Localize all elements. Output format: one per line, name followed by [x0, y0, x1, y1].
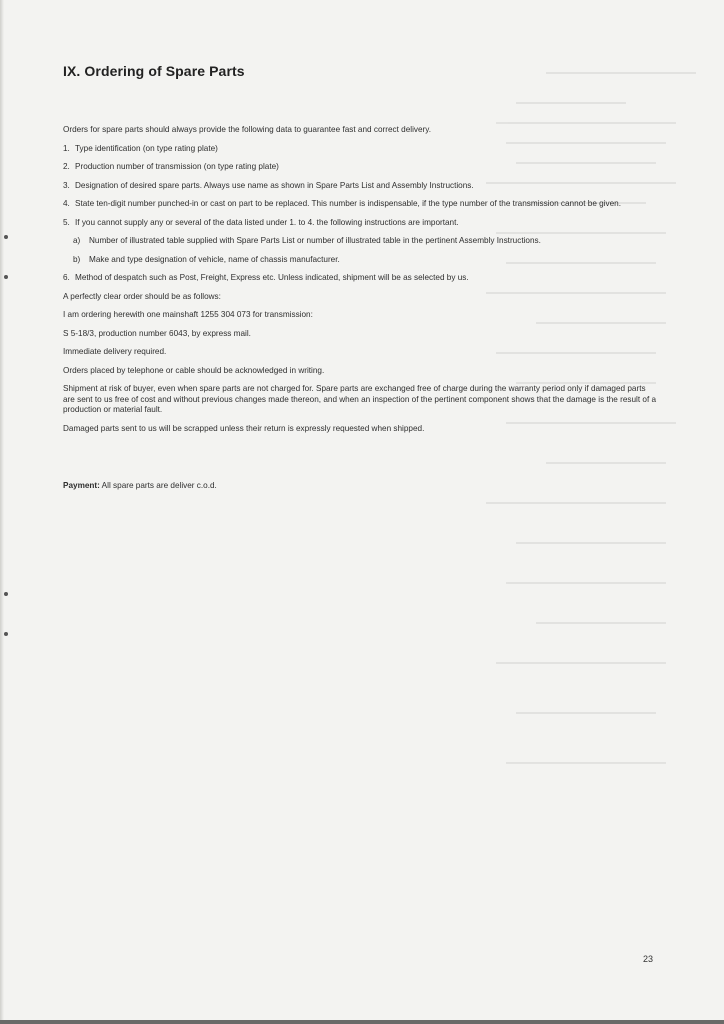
list-item-number: 6.: [63, 273, 70, 282]
list-item: [63, 218, 658, 229]
list-item-text: Method of despatch such as Post, Freight, Express etc. Unless indicated, shipment will be as selected by us.: [75, 273, 469, 282]
sub-list-item-letter: a): [73, 236, 81, 245]
sub-list-item-text: Make and type designation of vehicle, name of chassis manufacturer.: [89, 254, 340, 264]
page-number: 23: [643, 954, 654, 964]
sub-list-item-text: Number of illustrated table supplied with Spare Parts List or number of illustrated table in the pertinent Assembly Instructions.: [89, 236, 541, 245]
list-item-number: 3.: [63, 180, 70, 190]
example-line: I am ordering herewith one mainshaft 1255 304 073 for transmission:: [63, 310, 313, 319]
example-line: Immediate delivery required.: [63, 347, 167, 356]
damaged-parts-note: Damaged parts sent to us will be scrapped unless their return is expressly requested when shipped.: [63, 423, 425, 433]
list-item: [63, 144, 658, 155]
example-line: S 5-18/3, production number 6043, by express mail.: [63, 328, 251, 338]
list-item: [63, 181, 658, 192]
list-item-number: 2.: [63, 162, 70, 171]
list-item: [63, 199, 658, 210]
payment-line: [63, 481, 217, 490]
list-item-number: 4.: [63, 199, 70, 208]
list-item-text: State ten-digit number punched-in or cast on part to be replaced. This number is indispensable, if the type number of the transmission cannot be given.: [75, 199, 621, 208]
binding-hole-mark: [4, 275, 8, 279]
binding-hole-mark: [4, 592, 8, 596]
binding-hole-mark: [4, 632, 8, 636]
list-item-text: If you cannot supply any or several of the data listed under 1. to 4. the following instructions are important.: [75, 217, 459, 227]
sub-list-item: [73, 255, 658, 266]
list-item-text: Production number of transmission (on type rating plate): [75, 162, 279, 171]
payment-text: All spare parts are deliver c.o.d.: [99, 481, 217, 490]
list-item-number: 5.: [63, 217, 70, 227]
example-intro: A perfectly clear order should be as follows:: [63, 291, 221, 301]
list-item: [63, 162, 658, 173]
page-bottom-edge: [0, 1020, 724, 1024]
binding-hole-mark: [4, 235, 8, 239]
sub-list-item: [73, 236, 658, 247]
body-text: [63, 125, 658, 442]
list-item-text: Type identification (on type rating plate): [75, 143, 218, 153]
shipment-note: Shipment at risk of buyer, even when spare parts are not charged for. Spare parts are exchanged free of charge during the warranty period only if damaged parts are sent to us free of cost and without previous changes made thereon, and when an inspection of the pertinent component shows that the damage is the result of a production or material fault.: [63, 384, 657, 414]
list-item-number: 1.: [63, 143, 70, 153]
payment-label: Payment:: [63, 481, 100, 490]
intro-paragraph: Orders for spare parts should always provide the following data to guarantee fast and correct delivery.: [63, 125, 432, 134]
page-left-edge: [0, 0, 4, 1024]
list-item: [63, 273, 658, 284]
page-title: IX. Ordering of Spare Parts: [63, 63, 245, 79]
telephone-note: Orders placed by telephone or cable should be acknowledged in writing.: [63, 365, 325, 375]
list-item-text: Designation of desired spare parts. Always use name as shown in Spare Parts List and Assembly Instructions.: [75, 180, 474, 190]
sub-list-item-letter: b): [73, 254, 81, 264]
